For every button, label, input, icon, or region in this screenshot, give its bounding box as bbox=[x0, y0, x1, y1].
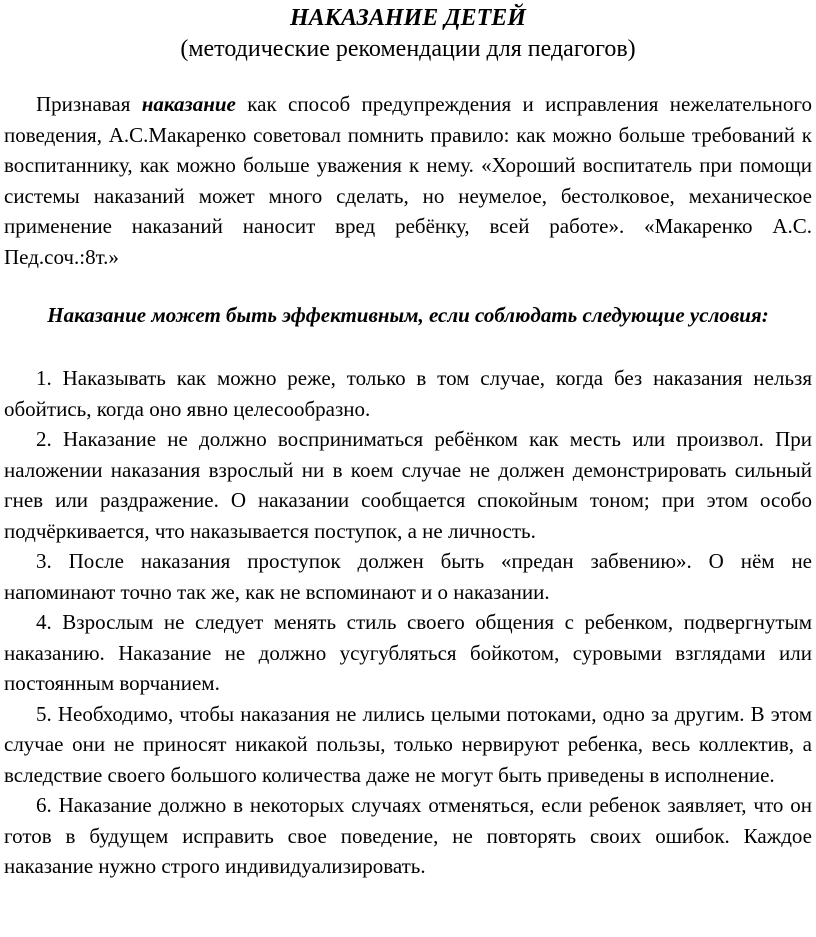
list-item: 4. Взрослым не следует менять стиль своего общения с ребенком, подвергнутым наказанию. Наказание не должно усугубляться бойкотом, суровыми взглядами или постоянным ворчанием. bbox=[4, 610, 812, 695]
list-item: 6. Наказание должно в некоторых случаях отменяться, если ребенок заявляет, что он готов в будущем исправить свое поведение, не повторять своих ошибок. Каждое наказание нужно строго индивидуализировать. bbox=[4, 793, 812, 878]
list-item: 3. После наказания проступок должен быть «предан забвению». О нём не напоминают точно так же, как не вспоминают и о наказании. bbox=[4, 549, 812, 604]
intro-emphasis: наказание bbox=[141, 92, 236, 116]
list-item: 5. Необходимо, чтобы наказания не лились целыми потоками, одно за другим. В этом случае они не приносят никакой пользы, только нервируют ребенка, весь коллектив, а вследствие своего большого количества даже не могут быть приведены в исполнение. bbox=[4, 701, 812, 787]
list-item: 1. Наказывать как можно реже, только в том случае, когда без наказания нельзя обойтись, когда оно явно целесообразно. bbox=[4, 366, 812, 421]
document-subtitle: (методические рекомендации для педагогов) bbox=[180, 36, 636, 62]
intro-rest: как способ предупреждения и исправления нежелательного поведения, А.С.Макаренко советовал помнить правило: как можно больше требований к воспитаннику, как можно больше уважения к нему. «Хороший воспитатель при помощи системы наказаний может много сделать, но неумелое, бестолковое, механическое применение наказаний наносит вред ребёнку, всей работе». «Макаренко А.С. Пед.соч.:8т.» bbox=[4, 92, 812, 269]
intro-lead: Признавая bbox=[36, 92, 142, 116]
document-title: НАКАЗАНИЕ ДЕТЕЙ bbox=[290, 5, 526, 31]
conditions-heading: Наказание может быть эффективным, если соблюдать следующие условия: bbox=[47, 303, 769, 327]
intro-paragraph bbox=[4, 89, 812, 272]
conditions-list bbox=[4, 363, 812, 882]
list-item: 2. Наказание не должно восприниматься ребёнком как месть или произвол. При наложении наказания взрослый ни в коем случае не должен демонстрировать сильный гнев или раздражение. О наказании сообщается спокойным тоном; при этом особо подчёркивается, что наказывается поступок, а не личность. bbox=[4, 427, 812, 543]
